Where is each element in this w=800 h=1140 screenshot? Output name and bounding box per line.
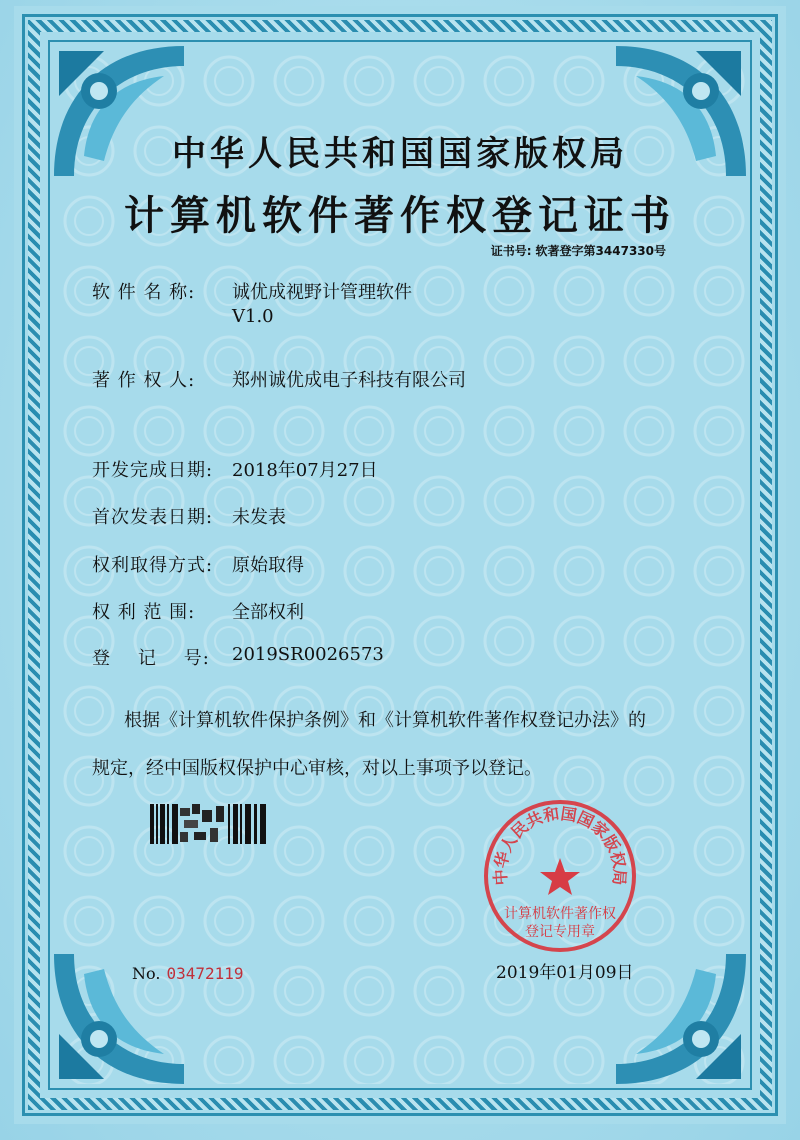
certificate-number-value: 软著登字第3447330号 — [535, 244, 666, 258]
serial-value: 03472119 — [166, 964, 244, 983]
certificate-number — [487, 242, 666, 259]
barcode-icon — [150, 804, 270, 844]
owner-label: 著 作 权 人: — [92, 370, 196, 391]
publish-date-label: 首次发表日期: — [92, 507, 214, 528]
owner-value: 郑州诚优成电子科技有限公司 — [232, 370, 466, 391]
statement-line-2: 规定，经中国版权保护中心审核，对以上事项予以登记。 — [92, 758, 542, 779]
reg-no-row — [92, 644, 384, 670]
rights-scope-row — [92, 598, 304, 624]
dev-date-row — [92, 456, 378, 482]
dev-date-value: 2018年07月27日 — [232, 460, 378, 481]
reg-no-value: 2019SR0026573 — [232, 644, 384, 665]
rights-method-label: 权利取得方式: — [92, 555, 214, 576]
reg-no-label: 登 记 号: — [92, 648, 210, 669]
statement-line-1: 根据《计算机软件保护条例》和《计算机软件著作权登记办法》的 — [124, 710, 646, 731]
official-seal — [480, 796, 640, 956]
rights-scope-value: 全部权利 — [232, 602, 304, 623]
seal-line-2: 登记专用章 — [525, 924, 595, 940]
rights-method-row — [92, 551, 304, 577]
publish-date-value: 未发表 — [232, 507, 286, 528]
software-version: V1.0 — [232, 306, 274, 327]
seal-star-icon — [540, 858, 580, 895]
certificate-number-label: 证书号: — [490, 244, 532, 258]
issue-date: 2019年01月09日 — [496, 963, 634, 983]
dev-date-label: 开发完成日期: — [92, 460, 214, 481]
serial-number — [132, 964, 244, 983]
owner-row — [92, 366, 466, 392]
certificate-title: 计算机软件著作权登记证书 — [124, 192, 676, 239]
software-name-value: 诚优成视野计管理软件 — [232, 282, 412, 303]
issuer-heading: 中华人民共和国国家版权局 — [172, 134, 628, 174]
serial-label: No. — [132, 964, 161, 983]
certificate — [14, 6, 786, 1124]
seal-arc-text: 中华人民共和国国家版权局 — [490, 804, 630, 886]
software-name-label: 软 件 名 称: — [92, 282, 196, 303]
seal-line-1: 计算机软件著作权 — [504, 906, 616, 922]
publish-date-row — [92, 503, 286, 529]
software-version-row — [232, 306, 274, 327]
rights-scope-label: 权 利 范 围: — [92, 602, 196, 623]
software-name-row — [92, 278, 412, 304]
rights-method-value: 原始取得 — [232, 555, 304, 576]
